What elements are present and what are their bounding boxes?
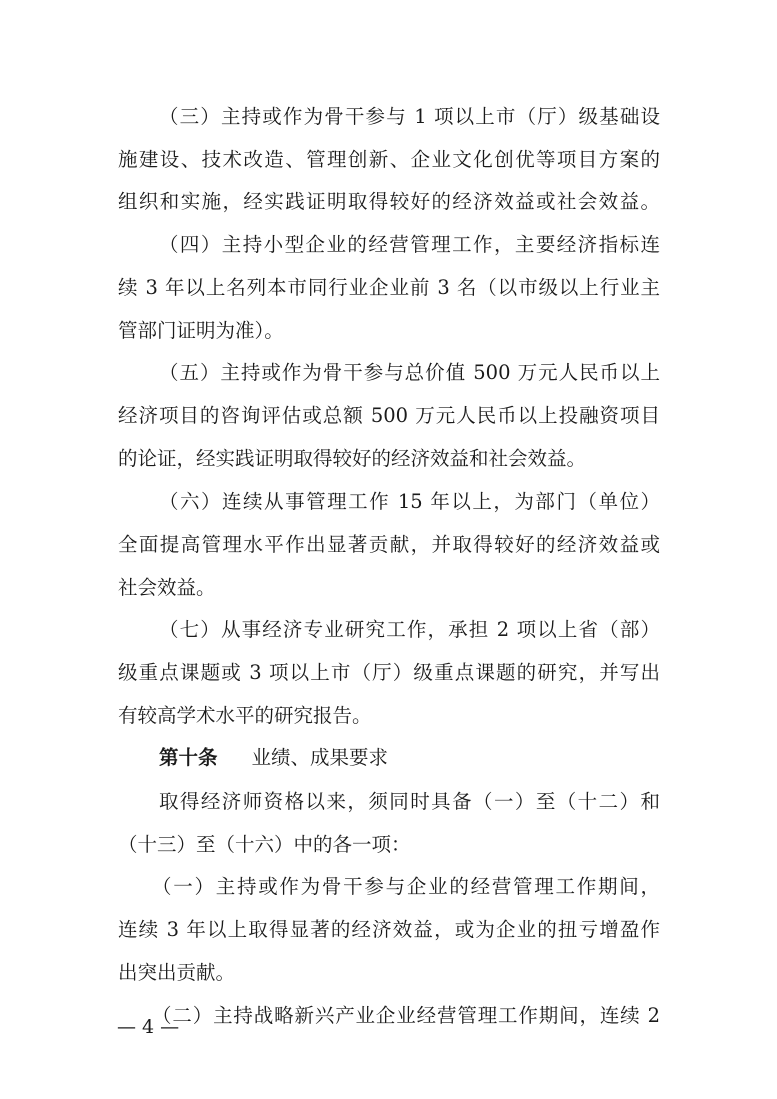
paragraph-6-line-2: 全面提高管理水平作出显著贡献，并取得较好的经济效益或 [118, 533, 660, 556]
article-number: 第十条 [159, 746, 218, 769]
requirement-intro-line-2: （十三）至（十六）中的各一项： [118, 833, 411, 856]
paragraph-3-line-1: （三）主持或作为骨干参与 1 项以上市（厅）级基础设 [159, 105, 660, 128]
requirement-1-line-2: 连续 3 年以上取得显著的经济效益，或为企业的扭亏增盈作 [118, 918, 660, 941]
paragraph-3-line-3: 组织和实施，经实践证明取得较好的经济效益或社会效益。 [118, 190, 660, 213]
paragraph-6-line-3: 社会效益。 [118, 576, 216, 599]
requirement-intro-line-1: 取得经济师资格以来，须同时具备（一）至（十二）和 [159, 790, 660, 813]
paragraph-7-line-3: 有较高学术水平的研究报告。 [118, 704, 372, 727]
paragraph-7-line-2: 级重点课题或 3 项以上市（厅）级重点课题的研究，并写出 [118, 661, 660, 684]
paragraph-4-line-2: 续 3 年以上名列本市同行业企业前 3 名（以市级以上行业主 [118, 276, 660, 299]
paragraph-5-line-2: 经济项目的咨询评估或总额 500 万元人民币以上投融资项目 [118, 404, 660, 427]
requirement-1-line-3: 出突出贡献。 [118, 961, 236, 984]
paragraph-7-line-1: （七）从事经济专业研究工作，承担 2 项以上省（部） [159, 618, 660, 641]
paragraph-5-line-3: 的论证，经实践证明取得较好的经济效益和社会效益。 [118, 447, 587, 470]
article-title: 业绩、成果要求 [251, 746, 389, 769]
paragraph-3-line-2: 施建设、技术改造、管理创新、企业文化创优等项目方案的 [118, 148, 660, 171]
paragraph-5-line-1: （五）主持或作为骨干参与总价值 500 万元人民币以上 [159, 361, 660, 384]
article-10-heading [159, 739, 660, 777]
page-number: — 4 — [117, 1016, 180, 1038]
paragraph-4-line-1: （四）主持小型企业的经营管理工作，主要经济指标连 [159, 233, 660, 256]
requirement-2-line-1: （二）主持战略新兴产业企业经营管理工作期间，连续 2 [152, 1004, 660, 1027]
paragraph-6-line-1: （六）连续从事管理工作 15 年以上，为部门（单位） [159, 490, 660, 513]
paragraph-4-line-3: 管部门证明为准）。 [118, 319, 284, 342]
requirement-1-line-1: （一）主持或作为骨干参与企业的经营管理工作期间， [152, 875, 660, 898]
